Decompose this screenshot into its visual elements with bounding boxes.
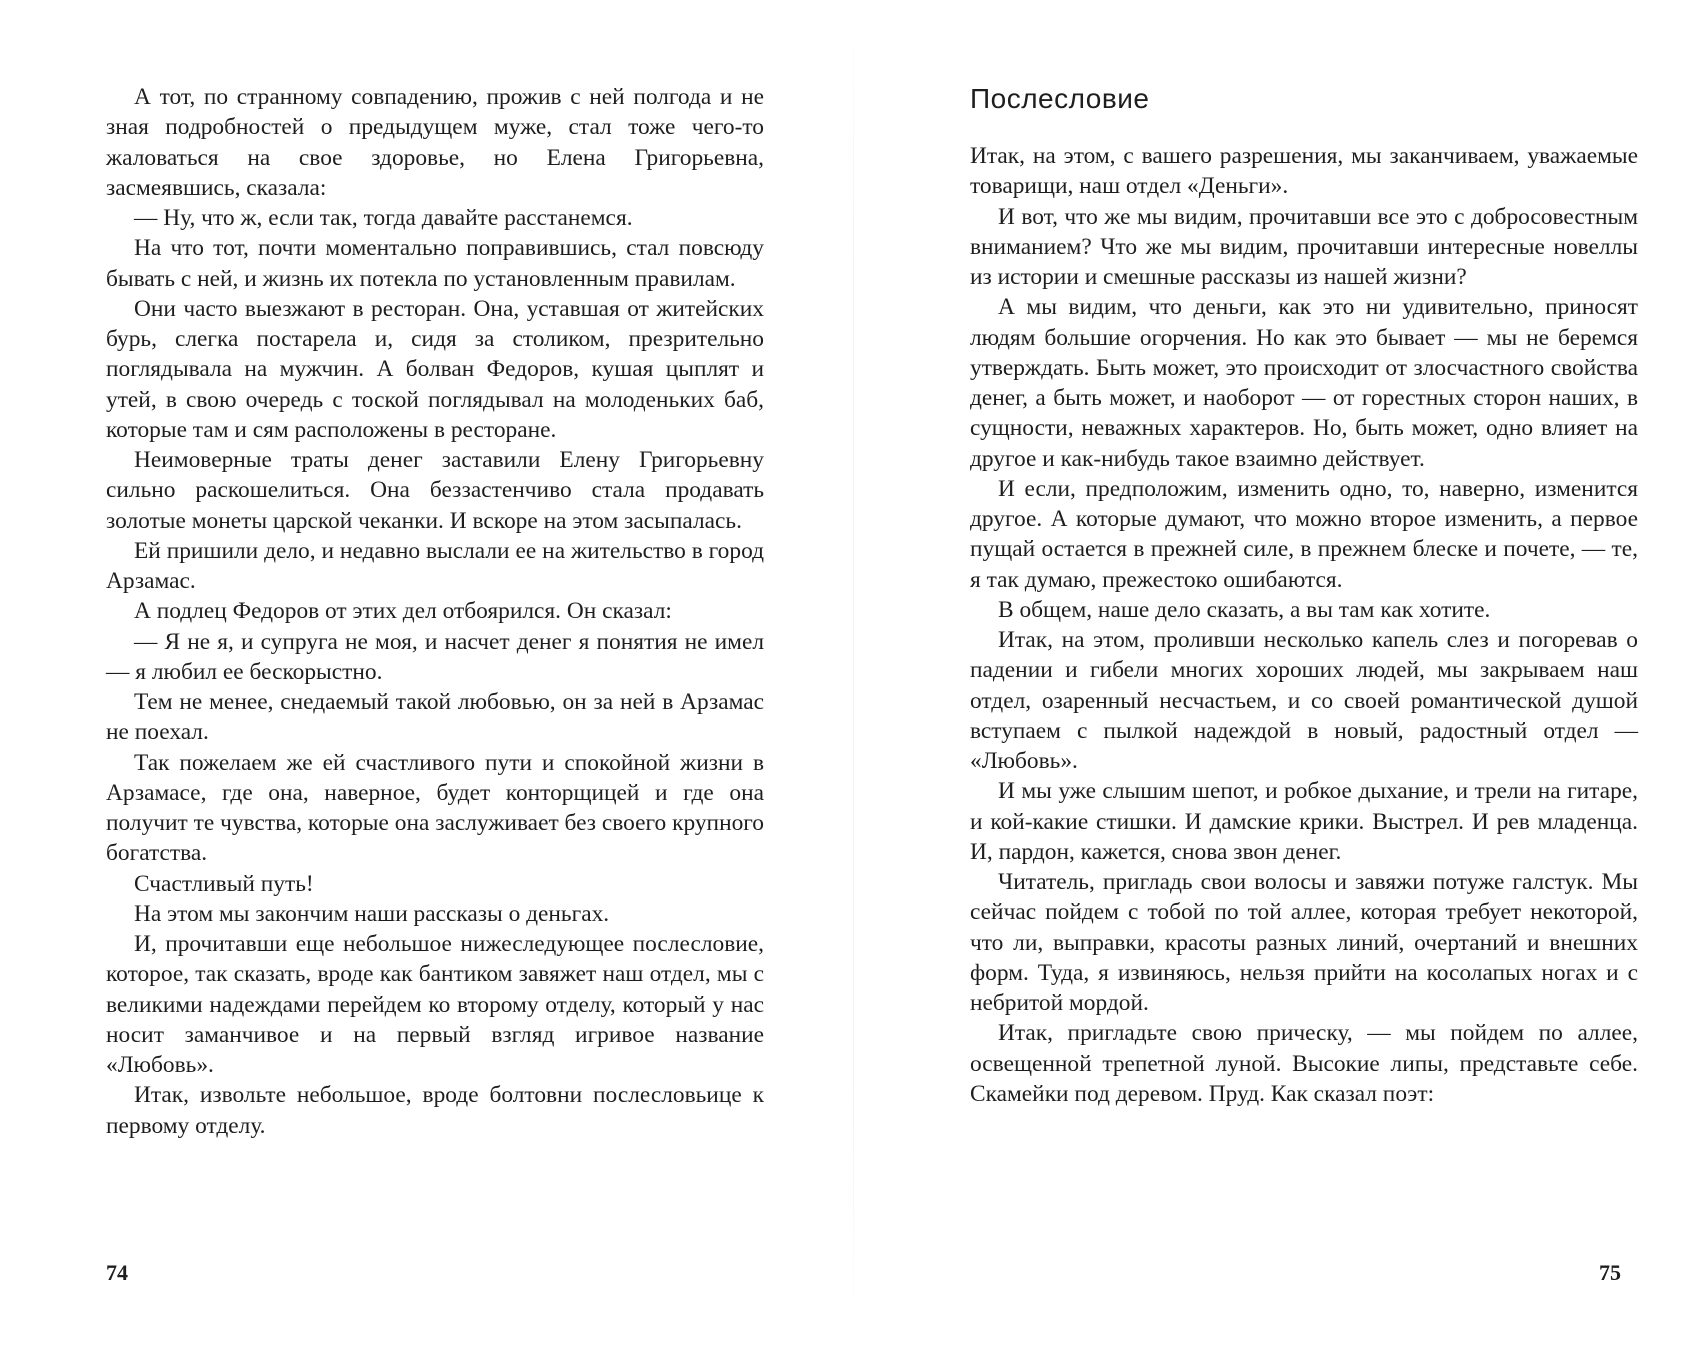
page-number-left: 74 [106,1260,128,1285]
right-paragraph: Итак, на этом, с вашего разрешения, мы заканчиваем, уважаемые товарищи, наш отдел «Деньги». [970,143,1638,200]
right-paragraph: Итак, на этом, проливши несколько капель слез и погоревав о падении и гибели многих хороших людей, мы закрываем наш отдел, озаренный несчастьем, и со своей романтической душой вступаем с пылкой надеждой в новый, радостный отдел — «Любовь». [970,627,1638,774]
right-paragraph: В общем, наше дело сказать, а вы там как хотите. [998,596,1491,623]
right-paragraph: И мы уже слышим шепот, и робкое дыхание, и трели на гитаре, и кой-какие стишки. И дамские крики. Выстрел. И рев младенца. И, пардон, кажется, снова звон денег. [970,778,1638,865]
left-paragraph: И, прочитавши еще небольшое нижеследующее послесловие, которое, так сказать, вроде как бантиком завяжет наш отдел, мы с великими надеждами перейдем ко второму отделу, который у нас носит заманчивое и на первый взгляд игривое название «Любовь». [106,931,764,1078]
left-paragraph: А тот, по странному совпадению, прожив с ней полгода и не зная подробностей о предыдущем муже, стал тоже чего-то жаловаться на свое здоровье, но Елена Григорьевна, засмеявшись, сказала: [106,84,764,201]
right-paragraph: И если, предположим, изменить одно, то, наверно, изменится другое. А которые думают, что можно второе изменить, а первое пущай остается в прежней силе, в прежнем блеске и почете, — те, я так думаю, прежестоко ошибаются. [970,475,1638,593]
left-paragraph: Так пожелаем же ей счастливого пути и спокойной жизни в Арзамасе, где она, наверное, будет конторщицей и где она получит те чувства, которые она заслуживает без своего крупного богатства. [106,749,764,867]
left-paragraph: Ей пришили дело, и недавно выслали ее на жительство в город Арзамас. [106,537,764,594]
left-paragraph: — Ну, что ж, если так, тогда давайте расстанемся. [134,205,633,231]
left-paragraph: Итак, извольте небольшое, вроде болтовни послесловьице к первому отделу. [106,1082,764,1139]
left-paragraph: Тем не менее, снедаемый такой любовью, он за ней в Арзамас не поехал. [106,689,764,746]
left-paragraph: На этом мы закончим наши рассказы о деньгах. [134,900,610,927]
right-page [970,82,1638,1109]
right-paragraph: И вот, что же мы видим, прочитавши все это с добросовестным вниманием? Что же мы видим, прочитавши интересные новеллы из истории и смешные рассказы из нашей жизни? [970,203,1638,290]
chapter-title: Послесловие [970,83,1150,114]
left-paragraph: Неимоверные траты денег заставили Елену Григорьевну сильно раскошелиться. Она беззастенчиво стала продавать золотые монеты царской чеканки. И вскоре на этом засыпалась. [106,447,764,534]
left-paragraph: На что тот, почти моментально поправившись, стал повсюду бывать с ней, и жизнь их потекла по установленным правилам. [106,235,764,292]
left-paragraph: Счастливый путь! [134,870,314,897]
left-page [106,82,764,1141]
page-gutter [853,0,854,1347]
right-paragraph: А мы видим, что деньги, как это ни удивительно, приносят людям большие огорчения. Но как это бывает — мы не беремся утверждать. Быть может, это происходит от злосчастного свойства денег, а быть может, и наоборот — от горестных сторон наших, в сущности, неважных характеров. Но, быть может, одно влияет на другое и как-нибудь такое взаимно действует. [970,294,1638,472]
left-paragraph: А подлец Федоров от этих дел отбоярился. Он сказал: [134,598,672,625]
left-paragraph: — Я не я, и супруга не моя, и насчет денег я понятия не имел — я любил ее бескорыстно. [106,628,764,685]
right-paragraph: Итак, пригладьте свою прическу, — мы пойдем по аллее, освещенной трепетной луной. Высокие липы, представьте себе. Скамейки под деревом. Пруд. Как сказал поэт: [970,1020,1638,1107]
left-paragraph: Они часто выезжают в ресторан. Она, уставшая от житейских бурь, слегка постарела и, сидя за столиком, презрительно поглядывала на мужчин. А болван Федоров, кушая цыплят и утей, в свою очередь с тоской поглядывал на молоденьких баб, которые там и сям расположены в ресторане. [106,295,764,443]
page-number-right: 75 [1599,1260,1621,1285]
right-paragraph: Читатель, пригладь свои волосы и завяжи потуже галстук. Мы сейчас пойдем с тобой по той аллее, которая требует некоторой, что ли, выправки, красоты разных линий, очертаний и внешних форм. Туда, я извиняюсь, нельзя прийти на косолапых ногах и с небритой мордой. [970,869,1638,1016]
